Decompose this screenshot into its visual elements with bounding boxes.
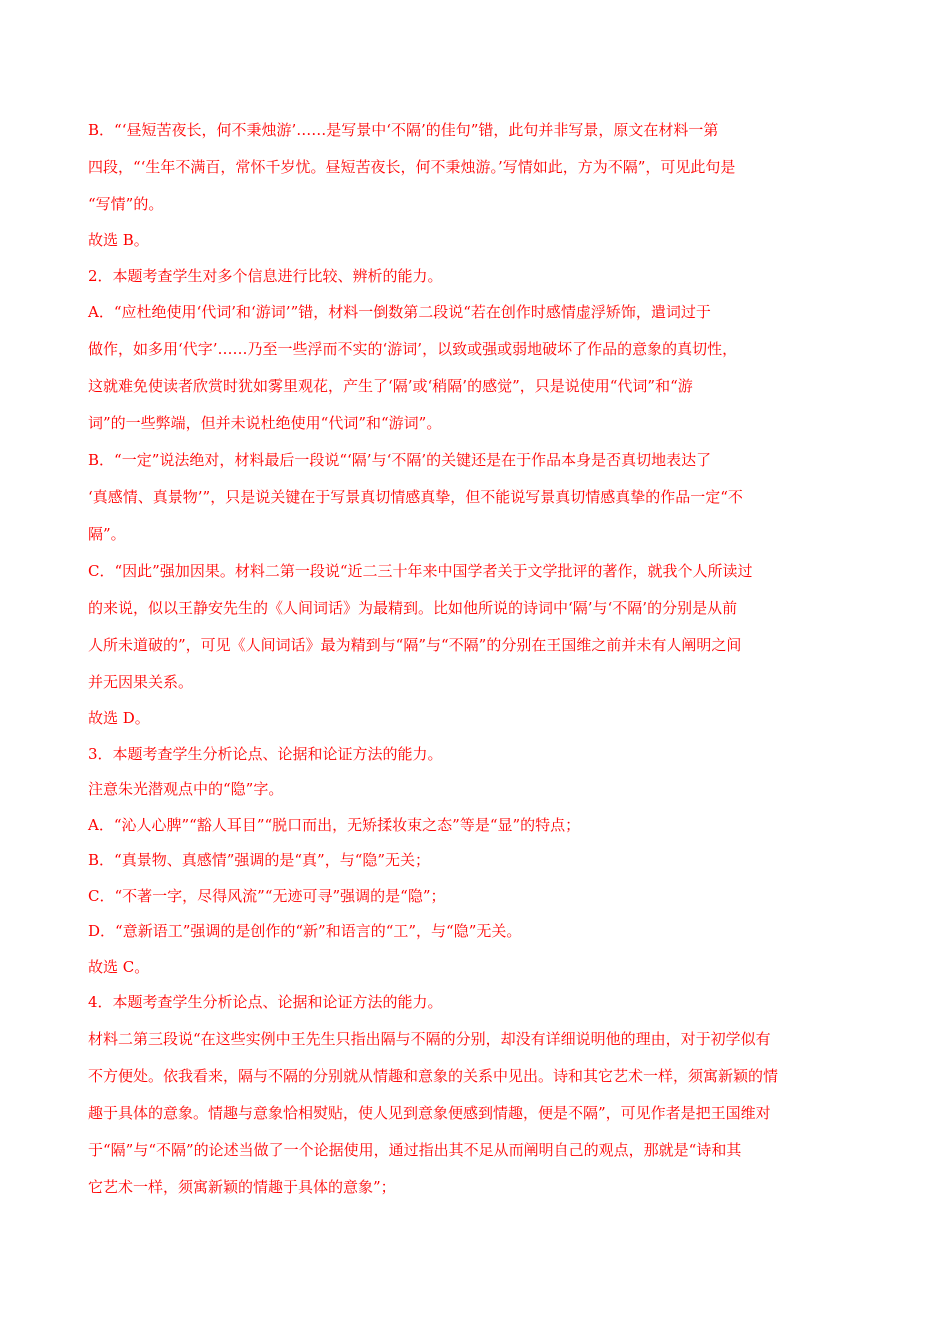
text-line: 并无因果关系。: [88, 673, 194, 691]
text-line: B．“‘昼短苦夜长，何不秉烛游’……是写景中‘不隔’的佳句”错，此句并非写景，原文在材料一第: [88, 121, 719, 139]
answer-explanation-body: [88, 112, 858, 1206]
text-line: B．“真景物、真感情”强调的是“真”，与“隐”无关；: [88, 851, 431, 869]
text-line: 于“隔”与“不隔”的论述当做了一个论据使用，通过指出其不足从而阐明自己的观点，那就是“诗和其: [88, 1140, 742, 1159]
text-line: A．“沁人心脾”“豁人耳目”“脱口而出，无矫揉妆束之态”等是“显”的特点；: [88, 815, 581, 834]
text-line: 2．本题考查学生对多个信息进行比较、辨析的能力。: [88, 266, 443, 285]
text-line: 不方便处。依我看来，隔与不隔的分别就从情趣和意象的关系中见出。诗和其它艺术一样，须寓新颖的情: [88, 1066, 779, 1085]
text-line: 做作，如多用‘代字’……乃至一些浮而不实的‘游词’，以致或强或弱地破坏了作品的意象的真切性，: [88, 340, 738, 358]
text-line: 人所未道破的”，可见《人间词话》最为精到与“隔”与“不隔”的分别在王国维之前并未有人阐明之间: [88, 636, 742, 654]
text-line: 词”的一些弊端，但并未说杜绝使用“代词”和“游词”。: [88, 414, 442, 432]
text-line: B．“一定”说法绝对，材料最后一段说“‘隔’与‘不隔’的关键还是在于作品本身是否真切地表达了: [88, 451, 712, 469]
text-line: 它艺术一样，须寓新颖的情趣于具体的意象”；: [88, 1177, 396, 1196]
text-line: 故选 B。: [88, 231, 149, 249]
text-line: 的来说，似以王静安先生的《人间词话》为最精到。比如他所说的诗词中‘隔’与‘不隔’的分别是从前: [88, 599, 738, 617]
text-line: 故选 C。: [88, 957, 150, 976]
text-line: 四段，“‘生年不满百，常怀千岁忧。昼短苦夜长，何不秉烛游。’写情如此，方为不隔”，可见此句是: [88, 158, 736, 176]
text-line: 4．本题考查学生分析论点、论据和论证方法的能力。: [88, 993, 443, 1011]
text-line: 3．本题考查学生分析论点、论据和论证方法的能力。: [88, 744, 443, 763]
text-line: 这就难免使读者欣赏时犹如雾里观花，产生了‘隔’或‘稍隔’的感觉”，只是说使用“代词”和“游: [88, 377, 693, 395]
text-line: 趣于具体的意象。情趣与意象恰相熨贴，使人见到意象便感到情趣，便是不隔”，可见作者是把王国维对: [88, 1103, 771, 1122]
text-line: “写情”的。: [88, 195, 164, 213]
text-line: 材料二第三段说“在这些实例中王先生只指出隔与不隔的分别，却没有详细说明他的理由，对于初学似有: [88, 1029, 771, 1048]
text-line: 故选 D。: [88, 709, 150, 727]
text-line: C．“因此”强加因果。材料二第一段说“近二三十年来中国学者关于文学批评的著作，就我个人所读过: [88, 562, 753, 580]
text-line: ‘真感情、真景物’”，只是说关键在于写景真切情感真挚，但不能说写景真切情感真挚的作品一定“不: [88, 488, 743, 506]
text-line: D．“意新语工”强调的是创作的“新”和语言的“工”，与“隐”无关。: [88, 922, 522, 940]
text-line: A．“应杜绝使用‘代词’和‘游词’”错，材料一倒数第二段说“若在创作时感情虚浮矫饰，遣词过于: [88, 303, 711, 321]
text-line: 隔”。: [88, 525, 126, 543]
text-line: C．“不著一字，尽得风流”“无迹可寻”强调的是“隐”；: [88, 886, 446, 905]
text-line: 注意朱光潜观点中的“隐”字。: [88, 780, 284, 798]
